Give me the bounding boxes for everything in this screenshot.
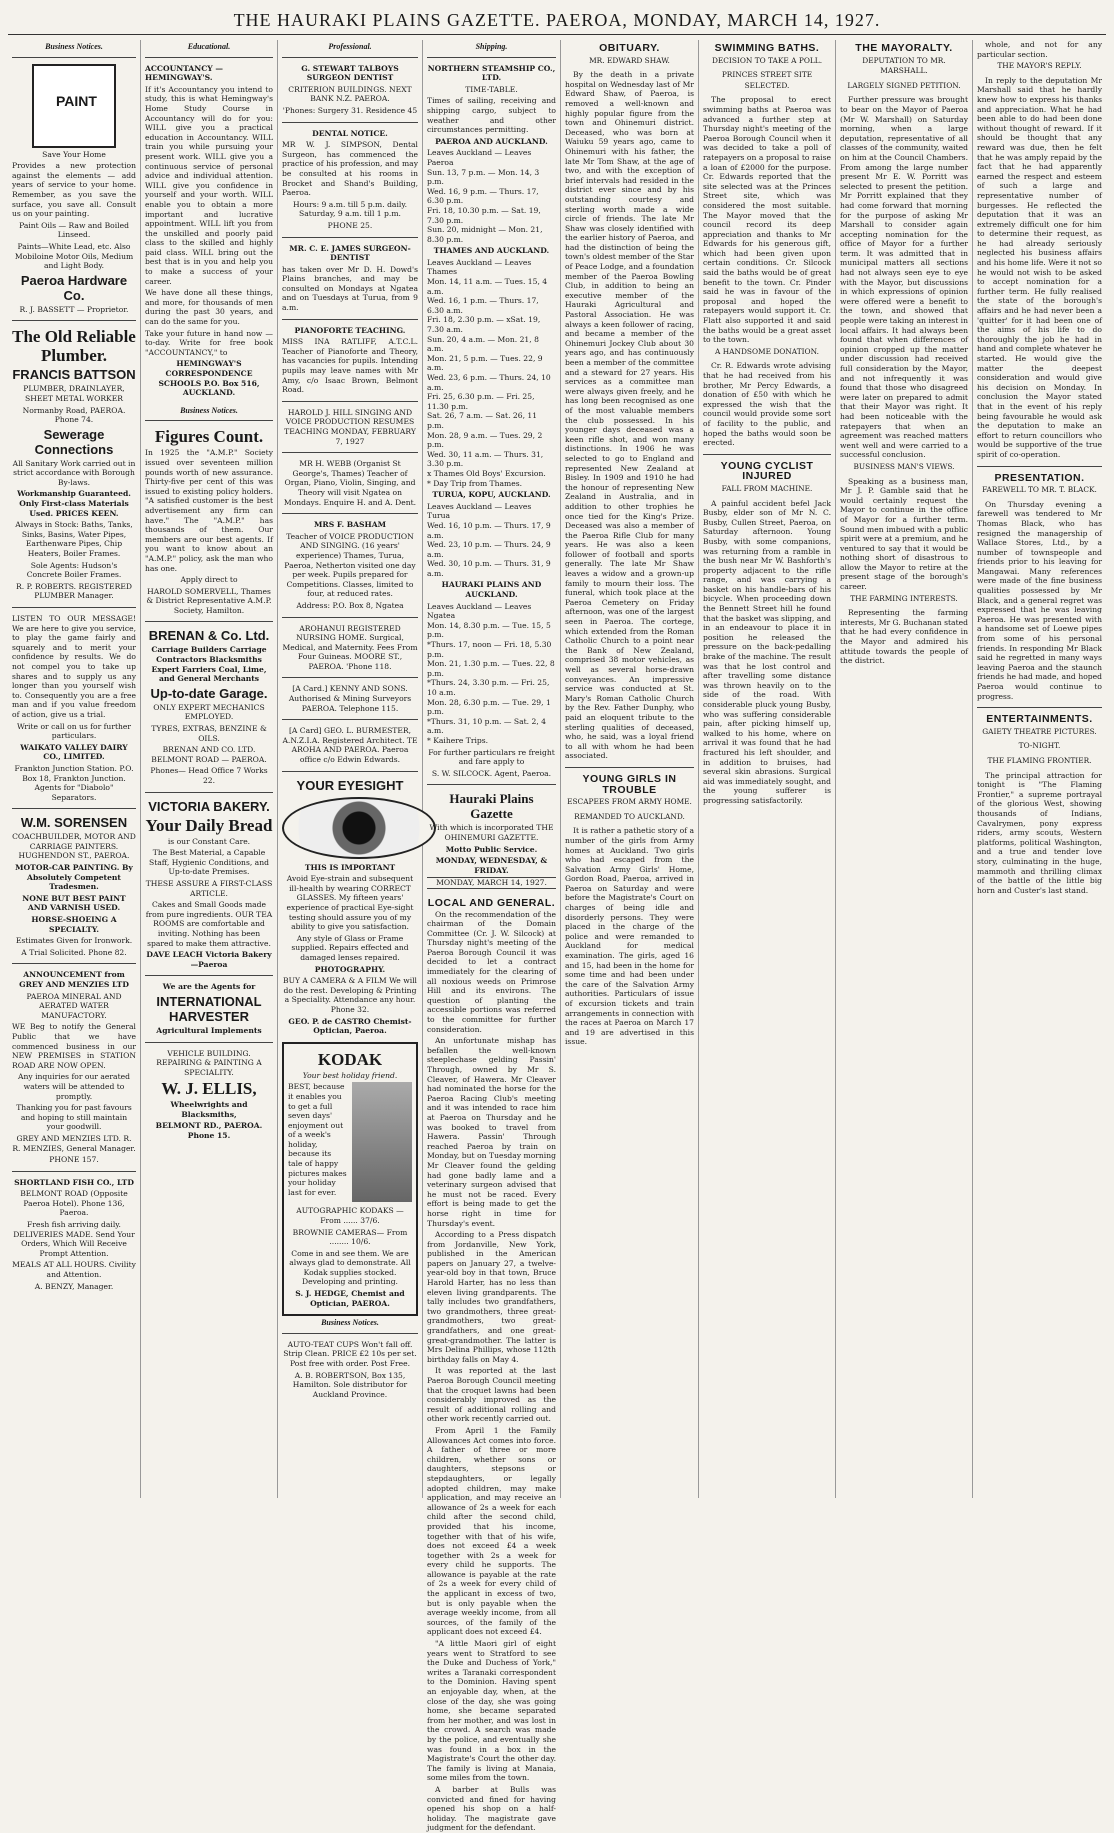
obituary-sub: MR. EDWARD SHAW.: [589, 55, 670, 65]
mechanics-text: ONLY EXPERT MECHANICS EMPLOYED.: [153, 702, 265, 722]
column-shipping: [423, 40, 561, 1833]
leach-text: DAVE LEACH Victoria Bakery—Paeroa: [146, 950, 272, 969]
column-heading: Professional.: [328, 42, 372, 51]
column-swimming: [699, 40, 836, 1498]
paint-extra: Paints—White Lead, etc. Also Mobiloine Motor Oils, Medium and Light Body.: [14, 241, 134, 271]
sewerage-text: All Sanitary Work carried out in strict accordance with Borough By-laws.: [12, 458, 136, 487]
gazette-days: MONDAY, WEDNESDAY, & FRIDAY.: [435, 856, 548, 875]
dental-heading: DENTAL NOTICE.: [312, 128, 388, 138]
column-mayors-reply: [973, 40, 1106, 1498]
webb-text: MR H. WEBB (Organist St George's, Thames) Teacher of Organ, Piano, Violin, Singing, and Theory will visit Ngatea on Mondays. Enquire H. and A. Dent.: [283, 459, 417, 507]
kodak-girl-figure: [352, 1082, 412, 1202]
autokodak-text: AUTOGRAPHIC KODAKS — From ...... 37/6.: [296, 1206, 404, 1225]
column-heading: Educational.: [187, 42, 231, 51]
mineral-text: PAEROA MINERAL AND AERATED WATER MANUFACTORY.: [26, 991, 122, 1020]
sorensen-trade: COACHBUILDER, MOTOR AND CARRIAGE PAINTERS. HUGHENDON ST., PAEROA.: [12, 832, 136, 861]
timetable-row: Wed. 16, 1 p.m. — Thurs. 17, 6.30 a.m.: [427, 296, 539, 315]
cyclist-heading: YOUNG CYCLIST INJURED: [720, 459, 814, 483]
brenan-phones: Phones— Head Office 7 Works 22.: [150, 766, 268, 785]
column-professional: [278, 40, 423, 1498]
ellis-ad: [145, 1042, 273, 1147]
apply-text: Apply direct to: [180, 575, 238, 585]
notify-text: WE Beg to notify the General Public that we have commenced business in our NEW PREMISES in STATION ROAD ARE NOW OPEN.: [12, 1022, 136, 1070]
local-paragraph: "A little Maori girl of eight years went to Stratford to see the Duke and Duchess of York," writes a Taranaki correspondent to the Dominion. Having spent an enjoyable day, when, at the close of the day, she was going home, she became separated from her mother, and was lost in the crowd. A search was made by the police, and eventually she was found in a box in the Magistrate's Court the other day. The family is living at Manaia, some miles from the town.: [427, 1639, 556, 1783]
cyclist-sub: FALL FROM MACHINE.: [721, 483, 813, 493]
gm-sign: GREY AND MENZIES LTD. R. R. MENZIES, General Manager.: [12, 1133, 136, 1153]
fish-ad: [12, 1171, 136, 1298]
paint-text: Provides a new protection against the elements — add years of service to your home. Remember, as you save the surface, you save all. Consult us on your painting.: [12, 161, 136, 219]
photo-heading: PHOTOGRAPHY.: [314, 964, 386, 974]
timetable-row: Mon. 14, 11 a.m. — Tues. 15, 4 a.m.: [427, 277, 548, 296]
divider: [977, 707, 1102, 708]
accountancy-done: We have done all these things, and more, for thousands of men during the past 30 years, and can do the same for you.: [145, 288, 273, 327]
gazette-title: Hauraki Plains Gazette: [449, 791, 534, 822]
kenny-ad: [282, 677, 418, 719]
accountancy-free: Take your future in hand now —to-day. Write for free book "ACCOUNTANCY," to: [145, 328, 273, 357]
kodak-title: KODAK: [317, 1049, 383, 1069]
continued-body: [977, 40, 1102, 59]
timetable-row: Mon. 14, 8.30 p.m. — Tue. 15, 5 p.m.: [427, 620, 551, 640]
local-paragraph: An unfortunate mishap has befallen the well-known steeplechase gelding Passin' Through, owned by Mr S. Cleaver, of Hawera. Mr Cleaver had nominated the horse for the Paeroa Racing Club's meeting and it was intended to race him at Paeroa on Thursday and he was booked to travel from Hawera. Passin' Through reached Paeroa by train on Monday, but on Tuesday morning Mr Cleaver found the gelding had gone badly lame and a veterinary surgeon advised that he must not be raced. Every effort is being made to get the horse right in time for Thursday's event.: [427, 1036, 556, 1228]
gaiety-heading: GAIETY THEATRE PICTURES.: [982, 726, 1097, 736]
talboys-address: CRITERION BUILDINGS. NEXT BANK N.Z. PAEROA.: [288, 84, 412, 104]
timetable-heading: TIME-TABLE.: [465, 84, 518, 94]
bread-text: The Best Material, a Capable Staff, Hygienic Conditions, and Up-to-date Premises.: [149, 848, 269, 877]
local-paragraph: According to a Press dispatch from Jordanville, New York, published in the American papers on January 27, a twelve-year-old boy in that town, Bruce Harold Harter, has no less than eleven living grandparents. The tally includes two grandfathers, two grandmothers, three great-grandmothers, two great-grandfathers, and one great-great-grandmother. The latter is Mrs Delina Phillips, whose 112th birthday falls on May 4.: [427, 1230, 556, 1364]
brenan-ad: [145, 621, 273, 791]
local-paragraph: It was reported at the last Paeroa Borough Council meeting that the croquet lawns had been considerably improved as the result of additional rolling and other work recently carried out.: [427, 1366, 556, 1424]
harvester-agents: We are the Agents for: [162, 982, 256, 992]
local-general-body: [427, 910, 556, 1833]
timetable-row: Leaves Auckland — Leaves Paeroa: [427, 148, 532, 167]
trial-text: A Trial Solicited. Phone 82.: [21, 947, 127, 957]
divider: [565, 767, 694, 768]
local-general-heading: LOCAL AND GENERAL.: [427, 896, 556, 909]
handsome-heading: A HANDSOME DONATION.: [715, 346, 819, 356]
timetable-row: Sun. 20, 4 a.m. — Mon. 21, 8 a.m.: [427, 334, 539, 354]
agents-text: Sole Agents: Hudson's Concrete Boiler Frames.: [26, 560, 122, 580]
timetable-row: Mon. 21, 5 p.m. — Tues. 22, 9 a.m.: [427, 353, 543, 373]
ratliff-text: MISS INA RATLIFF, A.T.C.L. Teacher of Pianoforte and Theory, has vacancies for pupils. Intending pupils may leave names with Mr Amy, c/o Isaac Brown, Belmont Road.: [282, 337, 418, 395]
route4-heading: HAURAKI PLAINS AND AUCKLAND.: [441, 580, 542, 600]
paint-oils: Paint Oils — Raw and Boiled Linseed.: [19, 220, 129, 240]
bakery-title: VICTORIA BAKERY.: [148, 798, 270, 814]
silcock-text: S. W. SILCOCK. Agent, Paeroa.: [431, 768, 552, 778]
ellis-trade: Wheelwrights and Blacksmiths,: [170, 1100, 248, 1119]
farming-heading: THE FARMING INTERESTS.: [850, 593, 958, 603]
timetable-row: Leaves Auckland — Leaves Ngatea: [427, 601, 532, 621]
simpson-hours: Hours: 9 a.m. till 5 p.m. daily. Saturday, 9 a.m. till 1 p.m.: [292, 199, 408, 219]
figures-text: In 1925 the "A.M.P." Society issued over seventeen million pounds worth of new assurance. Thirty-five per cent of this was issued to existing policy holders. "A satisfied customer is the best advertisement any firm can have." The "A.M.P." has thousands of them. Our members are our best agents. If you want to know about an "A.M.P." policy, ask the man who has one.: [145, 448, 273, 573]
dairy-text: LISTEN TO OUR MESSAGE! We are here to give you service, to play the game fairly and squarely and to merit your confidence by results. We do not compel you to take up shares and to supply us any longer than you yourself wish to. Consequently you are a free man and if you value freedom of action, give us a trial.: [12, 614, 136, 719]
motorcar-text: MOTOR-CAR PAINTING. By Absolutely Competent Tradesmen.: [15, 863, 133, 892]
timetable-row: *Thurs. 31, 10 p.m. — Sat. 2, 4 a.m.: [427, 716, 546, 736]
frontier-text: The principal attraction for tonight is "The Flaming Frontier," a supreme portrayal of the glorious West, showing thousands of Indians, Cavalrymen, pony express riders, army scouts, Western platforms, political Washington, and a true and tender love story, culminating in the huge, mammoth and thrilling climax of the battle of the little big horn and Custer's last stand.: [977, 770, 1102, 895]
timetable-row: Fri. 18, 10.30 p.m. — Sat. 19, 7.30 p.m.: [427, 205, 541, 225]
presentation-heading: PRESENTATION.: [994, 471, 1085, 484]
arohanui-ad: [282, 617, 418, 678]
hardware-ad: [12, 57, 136, 321]
basham-name: MRS F. BASHAM: [313, 520, 387, 530]
cyclist-text: A painful accident befel Jack Busby, elder son of Mr N. C. Busby, Cullen Street, Paeroa, on Saturday afternoon. Young Busby, with some companions, was returning from a ramble in the bush near Mr W. Bashforth's property adjacent to the rifle range, and was carrying a basket on his handle-bars of his bicycle. When proceeding down the Bennett Street hill he found that the basket was slipping, and in an endeavour to place it in position he released the pressure on the back-pedalling brake of the machine. The result was that he lost control and after travelling some distance was thrown heavily on to the side of the road. With considerable pluck young Busby, who was suffering considerable pain, after picking himself up, walked to his home, where on arrival it was found that he had fractured his left shoulder, and in addition to bruises, had several skin abrasions. Surgical aid was immediately sought, and the young sufferer is progressing satisfactorily.: [703, 498, 831, 805]
james-ad: [282, 237, 418, 319]
talboys-phone: 'Phones: Surgery 31. Residence 45: [282, 105, 418, 115]
timetable-row: * Kaihere Trips.: [427, 735, 489, 745]
mayor-heading: THE MAYORALTY.: [855, 42, 953, 54]
robertson-text: A. B. ROBERTSON, Box 135, Hamilton. Sole distributor for Auckland Province.: [292, 1370, 408, 1399]
sewerage-heading: Sewerage Connections: [34, 426, 114, 457]
timetable-row: Sun. 20, midnight — Mon. 21, 8.30 p.m.: [427, 225, 543, 244]
gazette-date: MONDAY, MARCH 14, 1927.: [427, 877, 556, 889]
column-obituary: [561, 40, 699, 1498]
accountancy-text: If it's Accountancy you intend to study, this is what Hemingway's Home Study Course in Accountancy will do for you: WILL give you a practical education in Accountancy. WILL train you while pursuing your present work. WILL give you a continuous service of personal advice and individual attention. WILL give you confidence in yourself and your worth. WILL enable you to obtain a more important and lucrative appointment. WILL lift you from the unskilled and poorly paid class to the skilled and highly paid class. WILL bring out the best that is in you and help you to make a success of your career.: [145, 84, 273, 286]
come-text: Come in and see them. We are always glad to demonstrate. All Kodak supplies stocked. Developing and printing.: [289, 1248, 411, 1287]
timetable-row: * Day Trip from Thames.: [427, 478, 523, 488]
gazette-incorp: With which is incorporated THE OHINEMURI GAZETTE.: [429, 823, 554, 842]
farming-text: Representing the farming interests, Mr G. Buchanan stated that he had every confidence in the Mayor and admired his attitude towards the people of the district.: [840, 608, 968, 666]
kenny-text: [A Card.] KENNY AND SONS. Authorised & Mining Surveyors PAEROA. Telephone 115.: [288, 684, 412, 713]
garage-title: Up-to-date Garage.: [150, 685, 268, 701]
frontier-heading: THE FLAMING FRONTIER.: [987, 755, 1092, 765]
plumber-name: FRANCIS BATTSON: [12, 367, 136, 383]
baths-text: The proposal to erect swimming baths at Paeroa was advanced a further step at Thursday night's meeting of the Paeroa Borough Council when it was decided to take a poll of ratepayers on a proposal to raise a loan of £2000 for the purpose. Cr. Edwards reported that the site selected was at the Princes Street site, which was considered the most suitable. The Mayor moved that the council record its deep appreciation and thanks to Mr Edwards for his generous gift, which had been given upon certain conditions. Cr. Silcock said the baths would be of great benefit to the town. Cr. Pinder said he was in favour of the proposal and hoped the ratepayers would support it. Cr. Flatt also supported it and said the baths would be a great asset to the town.: [703, 95, 831, 345]
girls-body: [565, 826, 694, 1047]
timetable-row: Wed. 30, 10 p.m. — Thurs. 31, 9 a.m.: [427, 559, 551, 578]
somervell-text: HAROLD SOMERVELL, Thames & District Representative A.M.P. Society, Hamilton.: [146, 586, 272, 615]
timetable-row: Wed. 23, 10 p.m. — Thurs. 24, 9 a.m.: [427, 540, 551, 559]
piano-ad: [282, 319, 418, 401]
handsome-body: [703, 361, 831, 447]
cyclist-body: [703, 499, 831, 806]
obituary-body: [565, 70, 694, 761]
farewell-body: [977, 500, 1102, 701]
timetable-row: *Thurs. 24, 3.30 p.m. — Fri. 25, 10 a.m.: [427, 678, 550, 697]
dairy-ad: [12, 607, 136, 808]
column-heading: Business Notices.: [45, 42, 103, 51]
estimates-text: Estimates Given for Ironwork.: [15, 936, 133, 946]
webb-ad: [282, 452, 418, 513]
workmanship-text: Workmanship Guaranteed. Only First-class Materials Used. PRICES KEEN.: [17, 489, 131, 518]
plumber-address: Normanby Road, PAEROA. Phone 74.: [22, 405, 126, 425]
timetable-row: Mon. 21, 1.30 p.m. — Tues. 22, 8 p.m.: [427, 659, 555, 678]
handsome-text: Cr. R. Edwards wrote advising that he had received from his brother, Mr Percy Edwards, a donation of £50 with which he expressed the wish that the council would provide some sort of facility to the public, and hoped the baths would soon be erected.: [703, 361, 831, 448]
talboys-ad: [282, 57, 418, 122]
column-business-notices: [8, 40, 141, 1498]
timetable-row: Sun. 13, 7 p.m. — Mon. 14, 3 p.m.: [427, 167, 540, 187]
continued-text: whole, and not for any particular section.: [977, 40, 1102, 59]
tyres-text: TYRES, EXTRAS, BENZINE & OILS.: [151, 724, 267, 743]
amp-ad: [145, 420, 273, 621]
accountancy-title: ACCOUNTANCY —HEMINGWAY'S.: [145, 63, 223, 83]
girls-heading: YOUNG GIRLS IN TROUBLE: [582, 772, 677, 796]
bread-title: Your Daily Bread: [145, 815, 273, 835]
ellis-address: BELMONT RD., PAEROA. Phone 15.: [155, 1121, 263, 1141]
eyesight-ad: [282, 771, 418, 1042]
vehicle-text: VEHICLE BUILDING. REPAIRING & PAINTING A SPECIALITY.: [156, 1048, 262, 1077]
james-text: has taken over Mr D. H. Dowd's Plains branches, and may be consulted on Mondays at Ngatea and on Tuesdays at Turua, from 9 a.m.: [282, 264, 418, 313]
phone-25: PHONE 25.: [327, 220, 373, 230]
burmester-text: [A Card] GEO. L. BURMESTER, A.N.Z.I.A. Registered Architect. TE AROHA AND PAEROA. Paeroa office c/o Edwin Edwards.: [282, 726, 418, 765]
cakes-text: Cakes and Small Goods made from pure ingredients. OUR TEA ROOMS are comfortable and inviting. Nothing has been spared to make them attractive.: [145, 900, 273, 948]
route2-table: [427, 258, 556, 488]
inquiries-text: Any inquiries for our aerated waters will be attended to promptly.: [18, 1072, 130, 1101]
stock-text: Always in Stock: Baths, Tanks, Sinks, Basins, Water Pipes, Earthenware Pipes, Chip Heaters, Boiler Frames.: [15, 520, 133, 559]
timetable-row: Fri. 18, 2.30 p.m. — xSat. 19, 7.30 a.m.: [427, 315, 541, 335]
kodak-sub: Your best holiday friend.: [302, 1070, 398, 1080]
timetable-row: Mon. 28, 6.30 p.m. — Tue. 29, 1 p.m.: [427, 697, 551, 717]
benzy-text: A. BENZY, Manager.: [34, 1281, 114, 1291]
horseshoe-text: HORSE-SHOEING A SPECIALTY.: [31, 915, 117, 934]
phone-157: PHONE 157.: [49, 1155, 99, 1165]
nonebut-text: NONE BUT BEST PAINT AND VARNISH USED.: [22, 893, 126, 913]
hill-text: HAROLD J. HILL SINGING AND VOICE PRODUCTION RESUMES TEACHING MONDAY, FEBRUARY 7, 1927: [284, 407, 416, 446]
important-text: THIS IS IMPORTANT: [304, 862, 396, 872]
roberts-text: R. P. ROBERTS. REGISTERED PLUMBER Manager.: [16, 581, 132, 601]
baths-heading: SWIMMING BATHS.: [714, 42, 820, 54]
timetable-row: Leaves Auckland — Leaves Thames: [427, 257, 532, 277]
local-paragraph: A barber at Bulls was convicted and fined for having opened his shop on a half-holiday. The magistrate gave judgment for the defendant.: [427, 1784, 556, 1833]
timetable-row: Wed. 30, 11 a.m. — Thurs. 31, 3.30 p.m.: [427, 449, 544, 469]
timetable-row: x Thames Old Boys' Excursion.: [427, 468, 546, 478]
accountancy-school: HEMINGWAY'S CORRESPONDENCE SCHOOLS P.O. Box 516, AUCKLAND.: [158, 359, 260, 398]
meals-text: MEALS AT ALL HOURS. Civility and Attention.: [12, 1260, 136, 1280]
obituary-heading: OBITUARY.: [599, 42, 660, 54]
divider: [703, 454, 831, 455]
route2-heading: THAMES AND AUCKLAND.: [433, 246, 550, 256]
brenan-address: BRENAN AND CO. LTD. BELMONT ROAD — PAEROA.: [151, 745, 267, 764]
local-paragraph: On the recommendation of the chairman of the Domain Committee (Cr. J. W. Silcock) at Thursday night's meeting of the Paeroa Borough Council it was decided to let a contract immediately for the clearing of all noxious weeds on Primrose Hill and its environs. The question of planting the accessible portions was referred to the committee for further consideration.: [427, 909, 556, 1034]
basham-text: Teacher of VOICE PRODUCTION AND SINGING. (16 years' experience) Thames, Turua, Paeroa, Netherton visited one day per week. Pupils prepared for Competitions. Classes, limited to four, at reduced rates.: [284, 531, 416, 599]
bread-sub: is our Constant Care.: [167, 836, 251, 846]
hedge-text: S. J. HEDGE, Chemist and Optician, PAEROA.: [295, 1289, 405, 1308]
plumber-trade: PLUMBER, DRAINLAYER, SHEET METAL WORKER: [23, 384, 125, 403]
column-heading: Shipping.: [475, 42, 508, 51]
paint-slogan: Save Your Home: [42, 149, 106, 159]
kodak-text: BEST, because it enables you to get a full seven days' enjoyment out of a week's holiday, because its tale of happy pictures makes your holiday last for ever.: [288, 1082, 347, 1197]
timetable-row: Wed. 16, 10 p.m. — Thurs. 17, 9 a.m.: [427, 520, 551, 540]
mayor-text: Further pressure was brought to bear on the Mayor of Paeroa (Mr W. Marshall) on Saturday morning, when a large deputation, representative of all classes of the community, waited on him at the Council Chambers. From among the large number present Mr E. W. Porritt was selected to present the petition. Mr Porritt explained that they had come forward that morning for the purpose of asking Mr Marshall to consider again accepting nomination for the office of Mayor for a further term. It was admitted that in municipal matters all sections had not always seen eye to eye with the Mayor, but discussions in which expressions of opinion were offered were a benefit to the town, and showed that people were taking an interest in local affairs. It had always been found that when differences of opinion cropped up the matter under discussion had received full consideration by the Mayor, and not infrequently it was found that those who disagreed were later on prepared to admit that their Mayor was right. It had been noticeable with the ratepayers that when an agreement was reached matters went well and were carried to a successful conclusion.: [840, 95, 968, 460]
entertainments-heading: ENTERTAINMENTS.: [986, 713, 1093, 726]
route3-heading: TURUA, KOPU, AUCKLAND.: [432, 490, 551, 500]
business-views-heading: BUSINESS MAN'S VIEWS.: [853, 461, 955, 471]
farewell-text: On Thursday evening a farewell was tendered to Mr Thomas Black, who has resigned the managership of Wallace Stores, Ltd., by a number of townspeople and friends prior to his leaving for Mangawai. Many references were made of the fine business qualities possessed by Mr Black, and a general regret was expressed that he was leaving Paeroa. He was presented with a handsome set of Loewe pipes from some of his personal friends. In responding Mr Black said he regretted in many ways leaving Paeroa and the staunch friends he had made, and hoped Paeroa would continue to progress.: [977, 499, 1102, 701]
timetable-row: Wed. 16, 9 p.m. — Thurs. 17, 6.30 p.m.: [427, 186, 539, 206]
mayor-body: [840, 95, 968, 460]
brownie-text: BROWNIE CAMERAS— From ........ 10/6.: [292, 1227, 408, 1247]
avoid-text: Avoid Eye-strain and subsequent ill-health by wearing CORRECT GLASSES. My fifteen years' experience of practical Eye-sight testing should assure you of my ability to give you satisfaction.: [286, 874, 414, 932]
business-text: Speaking as a business man, Mr J. P. Gamble said that he would certainly request the Mayor to continue in the office of Mayor for a further term. Sound men imbued with a public spirit were at a premium, and he ventured to say that it would be nothing short of disastrous to allow the Mayor to retire at the present stage of the borough's career.: [840, 476, 968, 592]
kodak-ad: [282, 1042, 418, 1317]
assure-text: THESE ASSURE A FIRST-CLASS ARTICLE.: [145, 878, 273, 898]
autocups-ad: [282, 1333, 418, 1406]
baths-sub: DECISION TO TAKE A POLL.: [711, 55, 823, 65]
harvester-implements: Agricultural Implements: [156, 1025, 262, 1035]
farewell-heading: FAREWELL TO MR. T. BLACK.: [982, 485, 1097, 495]
mayor-sub: DEPUTATION TO MR. MARSHALL.: [862, 55, 946, 76]
dairy-write: Write or call on us for further particulars.: [16, 721, 132, 741]
business-notices-heading-2: Business Notices.: [321, 1318, 379, 1328]
plumber-ad: [12, 320, 136, 607]
mayor-sub2: LARGELY SIGNED PETITION.: [847, 80, 961, 90]
route1-table: [427, 148, 556, 244]
sorensen-name: W.M. SORENSEN: [20, 815, 128, 831]
tonight-heading: TO-NIGHT.: [1018, 741, 1061, 751]
piano-heading: PIANOFORTE TEACHING.: [294, 325, 406, 335]
shipping-ad: [427, 57, 556, 785]
timetable-row: Mon. 28, 9 a.m. — Tues. 29, 2 p.m.: [427, 430, 543, 450]
reply-heading: THE MAYOR'S REPLY.: [997, 61, 1082, 71]
obituary-text: By the death in a private hospital on Wednesday last of Mr Edward Shaw, of Paeroa, is removed a well-known and highly popular figure from the town and Ohinemuri district. Deceased, who was born at Waiuku 59 years ago, came to Ohinemuri with his father, the late Mr Tom Shaw, at the age of two, and with the exception of brief intervals had resided in the district ever since and by his outstanding courtesy and sterling worth made a wide circle of friends. The late Mr Shaw was closely identified with the earlier history of Paeroa, and had the distinction of being the town's oldest member of the Star of Peace Lodge, and a foundation member of the Paeroa Bowling Club, in addition to being an executive member of the Hauraki Agricultural and Pastoral Association. He was always a keen follower of racing, and became a member of the Ohinemuri Jockey Club about 30 years ago, and has continuously been a member of the committee and a steward for 27 years. His services as a committee man were always given freely, and he has long been recognised as one of the most valuable members the club possessed. In his younger days deceased was a keen rifle shot, and won many distinctions. In 1906 he was selected to go to England and represented New Zealand at Bisley. In 1909 and 1910 he had the honour of representing New Zealand in Australia, and in addition to other trophies he once tied for the King's Prize. Deceased was also a member of the Paeroa Rifle Club for many years. He was also a keen follower of football and sports generally. The late Mr Shaw leaves a widow and a grown-up family to mourn their loss. The funeral, which took place at the Paeroa Cemetery on Friday afternoon, was one of the largest seen in Paeroa. The cortege, which extended from the Roman Catholic Church to a point near the Bank of New Zealand, comprised 38 motor vehicles, as well as several horse-drawn conveyances. An impressive service was conducted at St. Mary's Roman Catholic Church by the Rev. Father Dunphy, who paid an eloquent tribute to the sterling qualities of deceased, who, he said, was a loyal friend to all with whom he had been associated.: [565, 70, 694, 761]
ship-note: Times of sailing, receiving and shipping cargo, subject to weather and other circumstances permitting.: [427, 96, 556, 135]
girls-sub: ESCAPEES FROM ARMY HOME.: [567, 797, 692, 807]
divider: [977, 466, 1102, 467]
fish-text: Fresh fish arriving daily. DELIVERIES MADE. Send Your Orders, Which Will Receive Prompt Attention.: [13, 1220, 135, 1258]
glass-text: Any style of Glass or Frame supplied. Repairs effected and damaged lenses repaired.: [291, 933, 409, 962]
column-educational: [141, 40, 278, 1498]
arohanui-text: AROHANUI REGISTERED NURSING HOME. Surgical, Medical, and Maternity. Fees From Four Guineas. MOORE ST., PAEROA. 'Phone 118.: [282, 623, 418, 671]
fish-address: BELMONT ROAD (Opposite Paeroa Hotel). Phone 136, Paeroa.: [20, 1189, 128, 1218]
brenan-lines: Carriage Builders Carriage Contractors Blacksmiths Expert Farriers Coal, Lime, and General Merchants: [151, 645, 267, 684]
plumber-title: The Old Reliable Plumber.: [12, 327, 136, 366]
sorensen-ad: [12, 808, 136, 963]
timetable-row: Fri. 25, 6.30 p.m. — Fri. 25, 11.30 p.m.: [427, 392, 535, 411]
business-notices-heading: Business Notices.: [180, 405, 238, 415]
hardware-name: Paeroa Hardware Co.: [20, 272, 128, 303]
reply-body: [977, 76, 1102, 460]
timetable-row: *Thurs. 17, noon — Fri. 18, 5.30 p.m.: [427, 640, 552, 659]
ellis-name: W. J. ELLIS,: [161, 1079, 257, 1099]
dairy-name: WAIKATO VALLEY DAIRY CO., LIMITED.: [20, 742, 128, 762]
fish-name: SHORTLAND FISH CO., LTD: [14, 1177, 134, 1187]
frontier-body: [977, 771, 1102, 896]
basham-ad: [282, 513, 418, 616]
burmester-ad: [282, 719, 418, 770]
business-body: [840, 477, 968, 592]
route1-heading: PAEROA AND AUCKLAND.: [435, 136, 548, 146]
reply-text: In reply to the deputation Mr Marshall said that he hardly knew how to express his thanks and appreciation. What he had been able to do had been done without thought of reward. If it should be thought that any reward was due, then he felt that he was amply repaid by the fact that he had apparently earned the respect and esteem of such a large and representative number of burgesses. He reflected the deputation that it was an extremely difficult one for him to determine their request, as he had already seriously neglected his business affairs and his home life. Were it not so he would not wish to be asked to accept nomination for a further term. He fully realised the state of the borough's affairs and he had never been a 'quitter' for it had been one of the aims of his life to do thoroughly the job he had in hand and complete whatever he started. He would give the matter the deepest consideration and would give his decision on Monday. In conclusion the Mayor stated that in the event of his reply being favourable he would ask the deputation to make an effort to return councillors who would be supportive of the true spirit of co-operation.: [977, 75, 1102, 459]
autocups-text: AUTO-TEAT CUPS Won't fall off. Strip Clean. PRICE £2 10s per set. Post free with order. Post Free.: [283, 1339, 417, 1369]
girls-text: It is rather a pathetic story of a number of the girls from Army homes at Auckland. Two girls who had escaped from the Salvation Army Girls' Home, Gordon Road, Paeroa, arrived in Paeroa on Saturday and were before the Magistrate's Court on charges of being idle and disorderly persons. They were placed in the charge of the police and were remanded to Auckland for medical examination. The girls, aged 16 and 15, had been in the home for some time and had been under the care of the Salvation Army authorities. Particulars of issue of excursion tickets and train arrangements in connection with the races at Paeroa on March 17 and 19 are advertised in this issue.: [565, 826, 694, 1047]
hardware-proprietor: R. J. BASSETT — Proprietor.: [19, 304, 129, 314]
timetable-row: Sat. 26, 7 a.m. — Sat. 26, 11 p.m.: [427, 411, 538, 430]
route3-table: [427, 502, 556, 579]
baths-sub2: PRINCES STREET SITE SELECTED.: [721, 70, 813, 90]
grey-menzies-ad: [12, 963, 136, 1170]
hill-ad: [282, 401, 418, 452]
gazette-motto: Motto Public Service.: [445, 844, 538, 854]
castro-text: GEO. P. de CASTRO Chemist-Optician, Paeroa.: [288, 1016, 412, 1036]
brenan-title: BRENAN & Co. Ltd.: [148, 628, 270, 644]
bakery-ad: [145, 792, 273, 976]
basham-address: Address: P.O. Box 8, Ngatea: [296, 600, 404, 610]
simpson-ad: [282, 122, 418, 237]
figures-title: Figures Count.: [154, 427, 264, 447]
announce-text: ANNOUNCEMENT from GREY AND MENZIES LTD: [19, 970, 129, 989]
eye-icon: [282, 797, 436, 859]
dairy-junction: Frankton Junction Station. P.O. Box 18, Frankton Junction. Agents for "Diabolo" Separators.: [14, 763, 134, 802]
masthead: THE HAURAKI PLAINS GAZETTE. PAEROA, MONDAY, MARCH 14, 1927.: [8, 6, 1106, 35]
talboys-name: G. STEWART TALBOYS SURGEON DENTIST: [301, 63, 399, 83]
harvester-ad: [145, 975, 273, 1041]
baths-body: [703, 95, 831, 344]
james-name: MR. C. E. JAMES SURGEON-DENTIST: [289, 243, 411, 263]
farming-body: [840, 608, 968, 666]
eyesight-title: YOUR EYESIGHT: [296, 777, 404, 793]
timetable-row: Leaves Auckland — Leaves Turua: [427, 501, 532, 521]
paint-can-icon: PAINT: [32, 64, 116, 148]
route4-table: [427, 602, 556, 746]
ship-company: NORTHERN STEAMSHIP CO., LTD.: [427, 63, 556, 83]
column-mayoralty: [836, 40, 973, 1498]
timetable-row: Wed. 23, 6 p.m. — Thurs. 24, 10 a.m.: [427, 373, 551, 392]
thanking-text: Thanking you for past favours and hoping to still maintain your goodwill.: [16, 1103, 132, 1132]
simpson-text: MR W. J. SIMPSON, Dental Surgeon, has commenced the practice of his profession, and may be consulted at his rooms in Brocket and Shand's Building, Paeroa.: [282, 140, 418, 198]
local-paragraph: From April 1 the Family Allowances Act comes into force. A father of three or more children, whether sons or daughters, stepsons or stepdaughters, or legally adopted children, may make application, and may receive an allowance of 2s a week for each child after the second child, provided that his income, together with that of his wife, does not exceed £4 a week together with 2s a week for every child he supports. The allowance is payable at the rate of 2s a week for every child of the applicant in excess of two, but is only payable when the average weekly income, from all sources, of the family of the applicant does not exceed £4.: [427, 1425, 556, 1637]
gazette-banner: [427, 784, 556, 895]
further-text: For further particulars re freight and fare apply to: [428, 747, 555, 767]
photo-text: BUY A CAMERA & A FILM We will do the rest. Developing & Printing a Speciality. Attendance any hour. Phone 32.: [283, 976, 417, 1014]
harvester-name: INTERNATIONAL HARVESTER: [156, 993, 262, 1024]
girls-sub2: REMANDED TO AUCKLAND.: [574, 811, 685, 821]
accountancy-ad: [145, 57, 273, 404]
